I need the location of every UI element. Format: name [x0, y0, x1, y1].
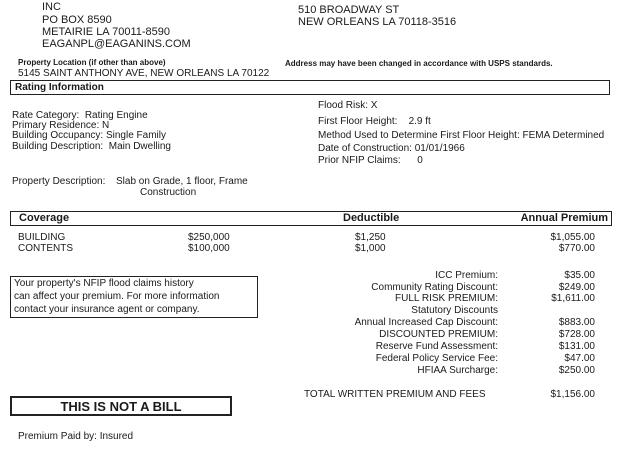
federal-policy-fee-value: $47.00	[564, 353, 595, 364]
prior-nfip-claims: Prior NFIP Claims: 0	[318, 155, 423, 166]
claims-history-notice	[10, 276, 258, 318]
primary-residence: Primary Residence: N	[12, 120, 110, 131]
insured-name-line: INC	[42, 1, 61, 13]
date-of-construction: Date of Construction: 01/01/1966	[318, 143, 465, 154]
community-rating-discount-value: $249.00	[558, 282, 595, 293]
insured-email: EAGANPL@EAGANINS.COM	[42, 38, 191, 50]
property-location-label: Property Location (if other than above)	[18, 58, 166, 67]
rate-category: Rate Category: Rating Engine	[12, 110, 148, 121]
usps-note: Address may have been changed in accordance with USPS standards.	[285, 59, 553, 68]
first-floor-height: First Floor Height: 2.9 ft	[318, 116, 431, 127]
notice-line2: can affect your premium. For more information	[14, 291, 220, 302]
hfiaa-surcharge-label: HFIAA Surcharge:	[417, 365, 498, 376]
federal-policy-fee-label: Federal Policy Service Fee:	[375, 353, 498, 364]
coverage-row-building-amount: $250,000	[188, 232, 230, 243]
floor-height-method: Method Used to Determine First Floor Height: FEMA Determined	[318, 130, 605, 141]
notice-line1: Your property's NFIP flood claims history	[14, 278, 194, 289]
coverage-row-building-name: BUILDING	[18, 232, 66, 243]
annual-premium-col-header: Annual Premium	[520, 212, 608, 224]
not-a-bill-banner	[10, 396, 232, 416]
building-description: Building Description: Main Dwelling	[12, 141, 171, 152]
premium-paid-by: Premium Paid by: Insured	[18, 431, 134, 442]
insured-city: METAIRIE LA 70011-8590	[42, 26, 170, 38]
insured-po-box: PO BOX 8590	[42, 14, 112, 26]
rating-section-title: Rating Information	[15, 82, 104, 93]
total-premium-value: $1,156.00	[550, 389, 595, 400]
property-description-line1: Slab on Grade, 1 floor, Frame	[116, 176, 248, 187]
full-risk-premium-label: FULL RISK PREMIUM:	[395, 293, 498, 304]
agent-city: NEW ORLEANS LA 70118-3516	[298, 16, 457, 28]
property-address: 5145 SAINT ANTHONY AVE, NEW ORLEANS LA 70122	[18, 68, 270, 79]
full-risk-premium-value: $1,611.00	[551, 293, 595, 304]
reserve-fund-assessment-label: Reserve Fund Assessment:	[375, 341, 498, 352]
rating-section-header	[10, 80, 610, 95]
icc-premium-value: $35.00	[564, 270, 595, 281]
notice-line3: contact your insurance agent or company.	[14, 304, 200, 315]
reserve-fund-assessment-value: $131.00	[558, 341, 595, 352]
total-premium-label: TOTAL WRITTEN PREMIUM AND FEES	[304, 389, 486, 400]
coverage-header	[10, 211, 612, 226]
hfiaa-surcharge-value: $250.00	[558, 365, 595, 376]
agent-street: 510 BROADWAY ST	[298, 4, 400, 16]
not-a-bill-text: THIS IS NOT A BILL	[60, 399, 182, 414]
discounted-premium-label: DISCOUNTED PREMIUM:	[379, 329, 498, 340]
coverage-row-building-deductible: $1,250	[355, 232, 386, 243]
community-rating-discount-label: Community Rating Discount:	[371, 282, 498, 293]
increased-cap-discount-value: $883.00	[558, 317, 595, 328]
discounted-premium-value: $728.00	[558, 329, 595, 340]
icc-premium-label: ICC Premium:	[435, 270, 498, 281]
building-occupancy: Building Occupancy: Single Family	[12, 130, 166, 141]
statutory-discounts-label: Statutory Discounts	[411, 305, 498, 316]
increased-cap-discount-label: Annual Increased Cap Discount:	[354, 317, 498, 328]
coverage-row-contents-amount: $100,000	[188, 243, 230, 254]
coverage-row-contents-name: CONTENTS	[18, 243, 73, 254]
property-description-line2: Construction	[140, 187, 197, 198]
property-description-label: Property Description:	[12, 176, 106, 187]
coverage-row-building-premium: $1,055.00	[550, 232, 595, 243]
coverage-row-contents-deductible: $1,000	[355, 243, 386, 254]
coverage-col-header: Coverage	[19, 212, 70, 224]
coverage-row-contents-premium: $770.00	[558, 243, 595, 254]
deductible-col-header: Deductible	[343, 212, 400, 224]
flood-risk: Flood Risk: X	[318, 100, 378, 111]
